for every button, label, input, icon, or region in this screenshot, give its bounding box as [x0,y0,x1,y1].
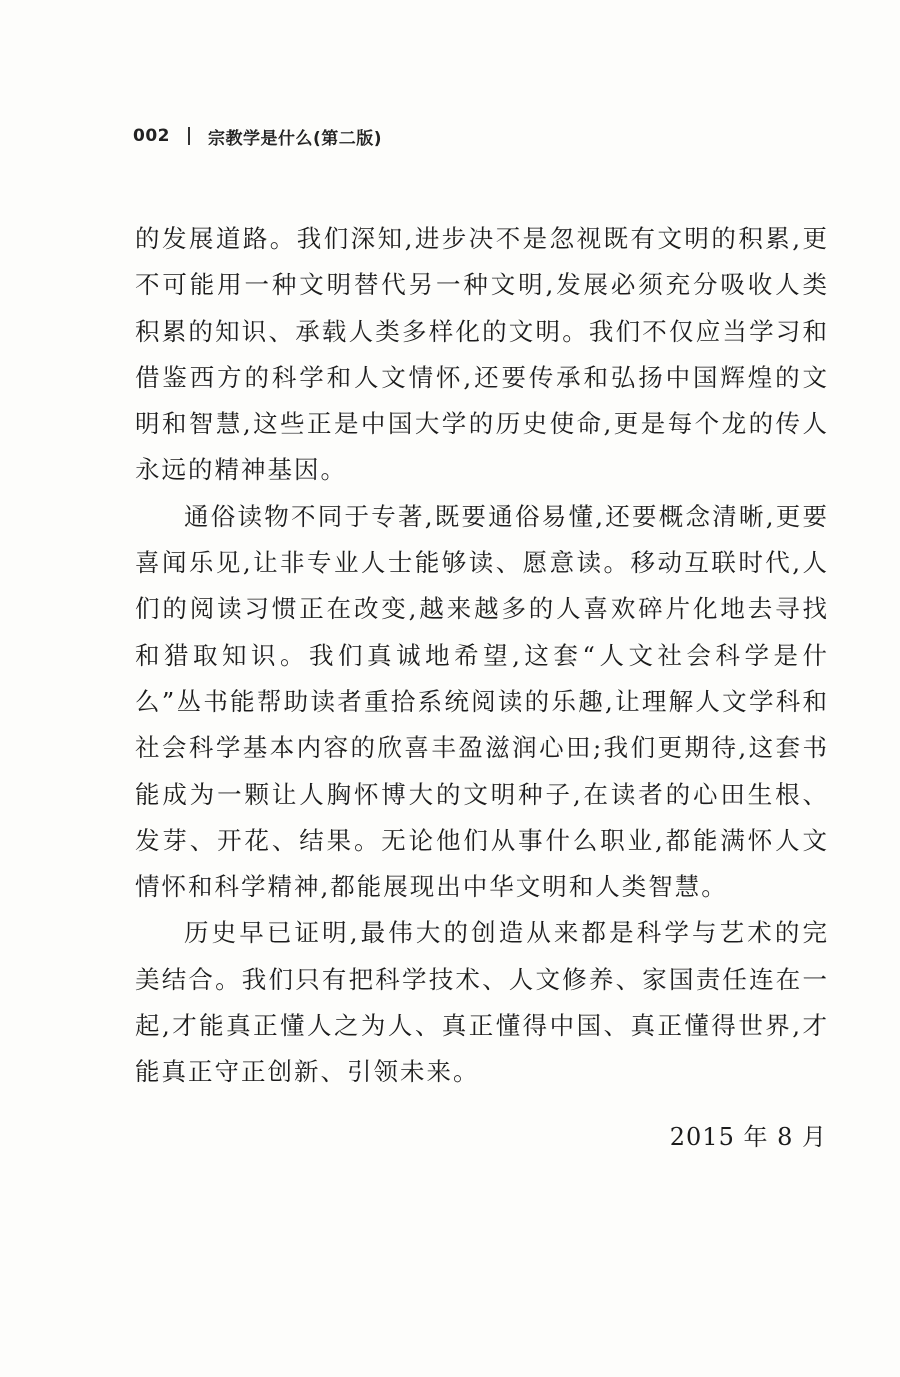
running-head [133,121,382,151]
body-text [135,216,829,1096]
book-title: 宗教学是什么(第二版) [208,128,383,149]
paragraph-history: 历史早已证明,最伟大的创造从来都是科学与艺术的完美结合。我们只有把科学技术、人文修养、家国责任连在一起,才能真正懂人之为人、真正懂得中国、真正懂得世界,才能真正守正创新、引领未来。 [135,918,829,1087]
paragraph-continued: 的发展道路。我们深知,进步决不是忽视既有文明的积累,更不可能用一种文明替代另一种文明,发展必须充分吸收人类积累的知识、承载人类多样化的文明。我们不仅应当学习和借鉴西方的科学和人文情怀,还要传承和弘扬中国辉煌的文明和智慧,这些正是中国大学的历史使命,更是每个龙的传人永远的精神基因。 [135,224,829,485]
paragraph-popular-reading: 通俗读物不同于专著,既要通俗易懂,还要概念清晰,更要喜闻乐见,让非专业人士能够读、愿意读。移动互联时代,人们的阅读习惯正在改变,越来越多的人喜欢碎片化地去寻找和猎取知识。我们真诚地希望,这套“人文社会科学是什么”丛书能帮助读者重拾系统阅读的乐趣,让理解人文学科和社会科学基本内容的欣喜丰盈滋润心田;我们更期待,这套书能成为一颗让人胸怀博大的文明种子,在读者的心田生根、发芽、开花、结果。无论他们从事什么职业,都能满怀人文情怀和科学精神,都能展现出中华文明和人类智慧。 [135,501,829,902]
signature-date: 2015 年 8 月 [669,1123,827,1151]
page-number: 002 [133,126,170,146]
header-separator [188,127,190,145]
